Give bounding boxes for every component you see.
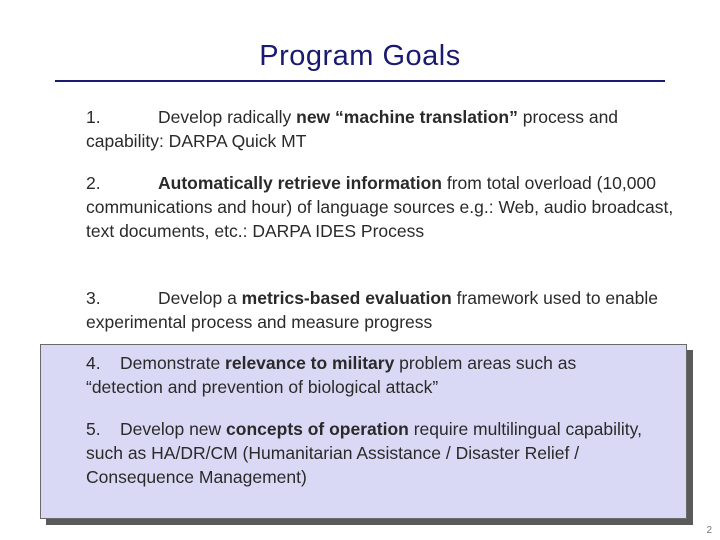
slide-title: Program Goals (259, 40, 461, 72)
goal-number: 5. (86, 419, 101, 439)
goal-4 (86, 351, 656, 399)
goal-3 (86, 286, 676, 334)
goal-emphasis: metrics-based evaluation (241, 288, 452, 308)
goal-text-part: Demonstrate (120, 353, 226, 373)
goal-number: 4. (86, 353, 101, 373)
goal-1 (86, 105, 676, 153)
goal-2 (86, 171, 676, 243)
goal-text-part: problem areas such as “detection and prevention of biological attack” (86, 353, 577, 397)
goal-5 (86, 417, 646, 489)
goal-emphasis: Automatically retrieve information (158, 173, 442, 193)
goal-number: 2. (86, 173, 101, 193)
goal-text-part: framework used to enable experimental process and measure progress (86, 288, 658, 332)
goal-text-part: require multilingual capability, such as HA/DR/CM (Humanitarian Assistance / Disaster Relief / Consequence Management) (86, 419, 642, 487)
goal-emphasis: relevance to military (225, 353, 395, 373)
goal-emphasis: new “machine translation” (296, 107, 518, 127)
goal-text-part: Develop a (158, 288, 242, 308)
title-underline (55, 80, 665, 82)
goal-text-part: Develop new (120, 419, 227, 439)
goal-number: 3. (86, 288, 101, 308)
goal-number: 1. (86, 107, 101, 127)
page-number: 2 (706, 525, 712, 536)
goal-text-part: from total overload (10,000 communications and hour) of language sources e.g.: Web, audio broadcast, text documents, etc.: DARPA IDES Process (86, 173, 674, 241)
goal-text-part: Develop radically (158, 107, 297, 127)
goal-text-part: process and capability: DARPA Quick MT (86, 107, 619, 151)
goal-emphasis: concepts of operation (226, 419, 409, 439)
